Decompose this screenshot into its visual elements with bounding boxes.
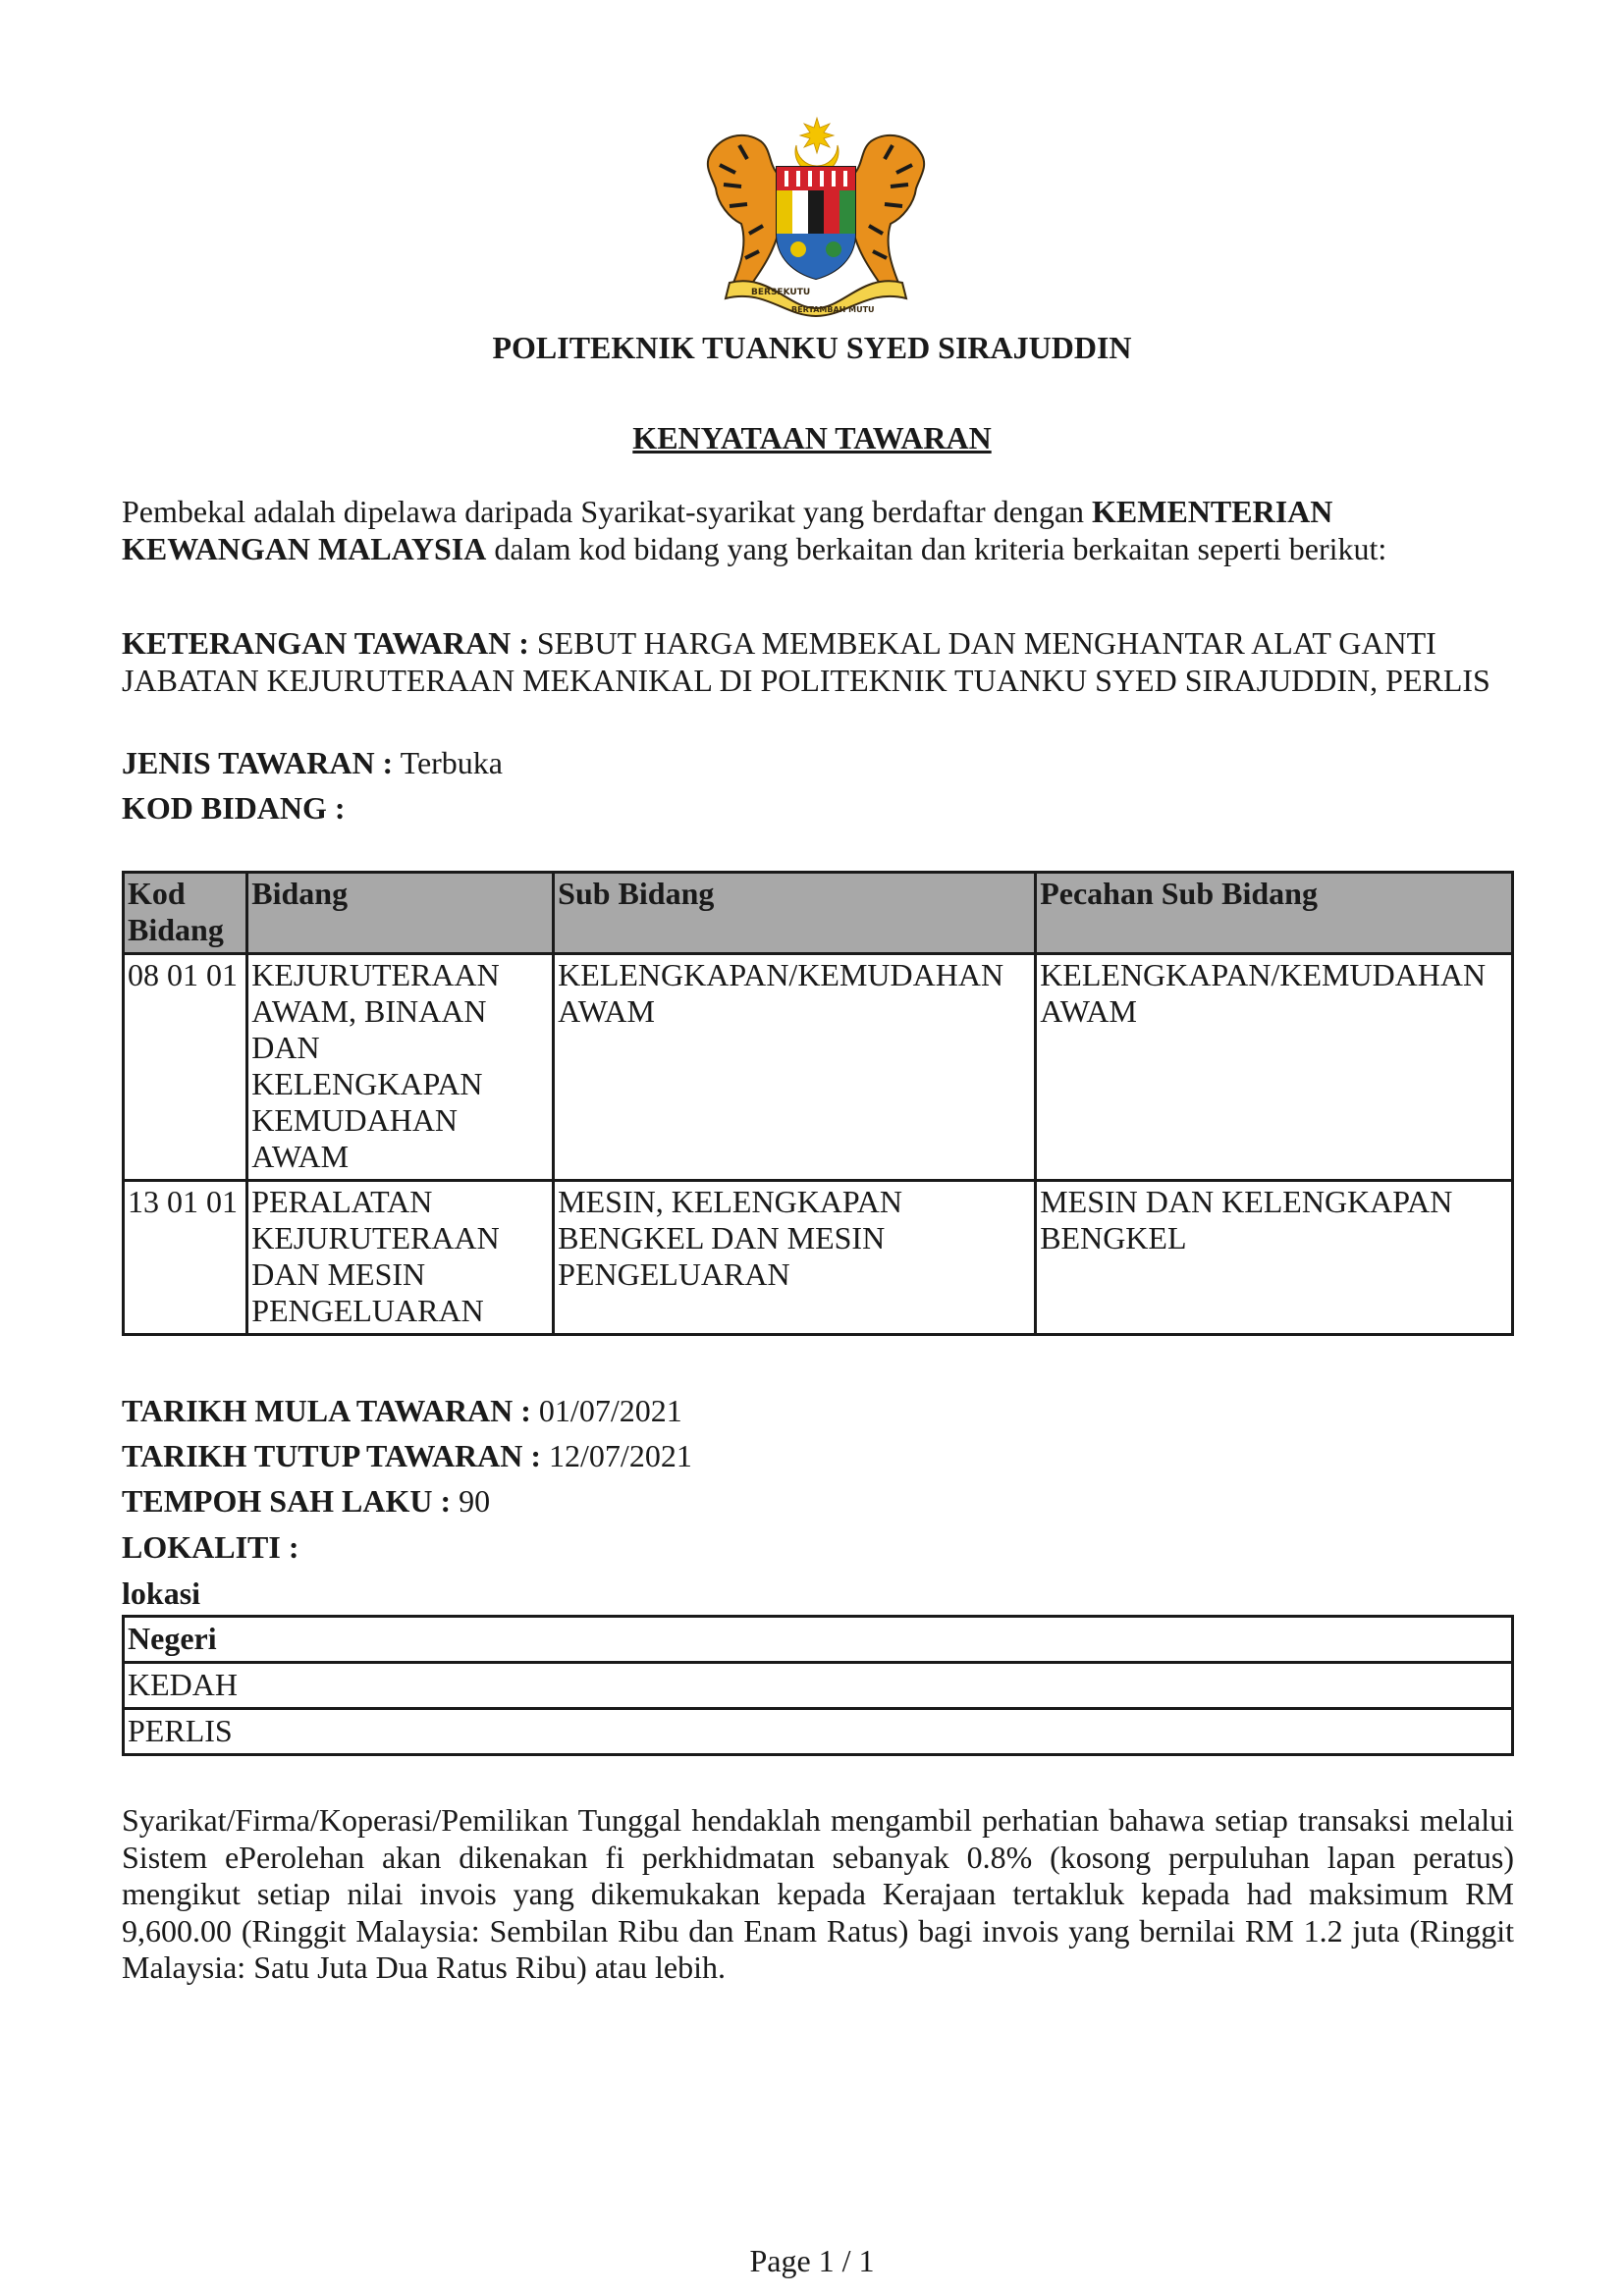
crest-motto-center: BERTAMBAH MUTU [791, 305, 875, 314]
desc-value: SEBUT HARGA MEMBEKAL DAN MENGHANTAR ALAT GANTI JABATAN KEJURUTERAAN MEKANIKAL DI POLITEKNIK TUANKU SYED SIRAJUDDIN, PERLIS [122, 625, 1490, 698]
validity-period [122, 1482, 1516, 1520]
type-value: Terbuka [400, 745, 503, 780]
table-row [124, 1663, 1513, 1709]
cell-negeri: PERLIS [124, 1709, 1513, 1755]
lokasi-title: lokasi [122, 1575, 201, 1611]
col-kod-bidang: Kod Bidang [124, 873, 247, 954]
table-row [124, 1181, 1513, 1335]
service-fee-notice: Syarikat/Firma/Koperasi/Pemilikan Tunggal hendaklah mengambil perhatian bahawa setiap transaksi melalui Sistem ePerolehan akan dikenakan fi perkhidmatan sebanyak 0.8% (kosong perpuluhan lapan peratus) mengikut setiap nilai invois yang dikemukakan kepada Kerajaan tertakluk kepada had maksimum RM 9,600.00 (Ringgit Malaysia: Sembilan Ribu dan Enam Ratus) bagi invois yang bernilai RM 1.2 juta (Ringgit Malaysia: Satu Juta Dua Ratus Ribu) atau lebih. [122, 1802, 1514, 1985]
coat-of-arms-logo [690, 116, 942, 317]
locality-label: LOKALITI : [122, 1529, 299, 1565]
cell-kod: 08 01 01 [124, 954, 247, 1181]
validity-label: TEMPOH SAH LAKU : [122, 1483, 452, 1519]
cell-pecahan: MESIN DAN KELENGKAPAN BENGKEL [1036, 1181, 1513, 1335]
intro-text-1: Pembekal adalah dipelawa daripada Syarikat-syarikat yang berdaftar dengan [122, 494, 1093, 529]
start-date [122, 1392, 1516, 1429]
cell-bidang: PERALATAN KEJURUTERAAN DAN MESIN PENGELUARAN [247, 1181, 554, 1335]
document-title: KENYATAAN TAWARAN [632, 420, 992, 455]
offer-description [122, 624, 1516, 699]
close-date [122, 1437, 1516, 1474]
intro-ministry: KEMENTERIAN KEWANGAN MALAYSIA [122, 494, 1333, 566]
lokasi-table [122, 1615, 1514, 1756]
institution-title: POLITEKNIK TUANKU SYED SIRAJUDDIN [492, 330, 1132, 365]
page-number: Page 1 / 1 [749, 2243, 875, 2278]
cell-sub-bidang: MESIN, KELENGKAPAN BENGKEL DAN MESIN PENGELUARAN [554, 1181, 1036, 1335]
close-date-label: TARIKH TUTUP TAWARAN : [122, 1438, 542, 1473]
desc-label: KETERANGAN TAWARAN : [122, 625, 529, 661]
start-date-value: 01/07/2021 [538, 1393, 682, 1428]
intro-paragraph [122, 493, 1516, 567]
close-date-value: 12/07/2021 [549, 1438, 692, 1473]
col-bidang: Bidang [247, 873, 554, 954]
validity-value: 90 [459, 1483, 491, 1519]
cell-negeri: KEDAH [124, 1663, 1513, 1709]
type-label: JENIS TAWARAN : [122, 745, 394, 780]
crest-motto-left: BERSEKUTU [751, 288, 811, 297]
col-sub-bidang: Sub Bidang [554, 873, 1036, 954]
table-row [124, 1709, 1513, 1755]
col-pecahan-sub-bidang: Pecahan Sub Bidang [1036, 873, 1513, 954]
offer-type [122, 744, 1516, 781]
start-date-label: TARIKH MULA TAWARAN : [122, 1393, 531, 1428]
lokasi-header-row [124, 1617, 1513, 1663]
table-header-row [124, 873, 1513, 954]
code-label: KOD BIDANG : [122, 790, 346, 826]
cell-bidang: KEJURUTERAAN AWAM, BINAAN DAN KELENGKAPAN KEMUDAHAN AWAM [247, 954, 554, 1181]
kod-bidang-table [122, 871, 1514, 1336]
table-row [124, 954, 1513, 1181]
cell-pecahan: KELENGKAPAN/KEMUDAHAN AWAM [1036, 954, 1513, 1181]
cell-sub-bidang: KELENGKAPAN/KEMUDAHAN AWAM [554, 954, 1036, 1181]
col-negeri: Negeri [124, 1617, 1513, 1663]
cell-kod: 13 01 01 [124, 1181, 247, 1335]
intro-text-2: dalam kod bidang yang berkaitan dan kriteria berkaitan seperti berikut: [486, 531, 1387, 566]
